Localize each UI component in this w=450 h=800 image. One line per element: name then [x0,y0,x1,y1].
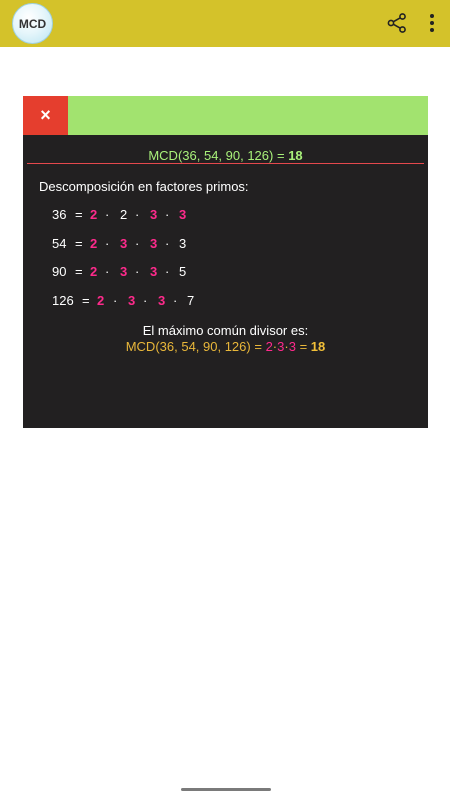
row-factor: 3 [120,264,128,279]
row-equals: = [75,264,83,279]
row-dot: · [135,207,140,222]
row-dot: · [165,236,170,251]
app-bar [0,0,450,47]
row-factor: 3 [120,236,128,251]
result-factor: 3 [288,339,296,354]
more-vert-icon[interactable] [422,12,442,34]
row-dot: · [105,236,110,251]
row-factor: 3 [128,293,136,308]
home-indicator[interactable] [181,788,271,791]
result-dot: · [284,339,289,354]
row-factor: 3 [150,207,158,222]
row-factor: 3 [179,207,187,222]
row-dot: · [105,264,110,279]
result-panel [23,96,428,428]
factor-row [52,207,252,225]
title-result: 18 [288,148,303,163]
factor-row [52,264,252,282]
row-factor: 2 [120,207,128,222]
row-number: 36 [52,207,67,222]
title-prefix: MCD(36, 54, 90, 126) = [148,148,285,163]
row-number: 54 [52,236,67,251]
factor-row [52,293,252,311]
row-factor: 3 [158,293,166,308]
row-factor: 2 [90,207,98,222]
result-line [23,339,428,354]
panel-header [23,96,428,135]
share-icon[interactable] [386,12,408,34]
row-dot: · [105,207,110,222]
row-equals: = [75,236,83,251]
row-dot: · [165,264,170,279]
close-button[interactable]: × [23,96,68,135]
result-value: 18 [310,339,326,354]
panel-title [23,148,428,163]
row-factor: 5 [179,264,187,279]
row-number: 90 [52,264,67,279]
decomposition-label: Descomposición en factores primos: [39,179,249,194]
row-dot: · [143,293,148,308]
row-factor: 3 [150,264,158,279]
app-logo[interactable]: MCD [12,3,53,44]
result-prefix: MCD(36, 54, 90, 126) = [125,339,262,354]
result-dot: · [272,339,278,354]
row-factor: 2 [97,293,105,308]
row-dot: · [135,236,140,251]
row-dot: · [173,293,178,308]
result-factor: 2 [265,339,273,354]
row-dot: · [135,264,140,279]
conclusion-text: El máximo común divisor es: [142,323,309,338]
row-factor: 2 [90,236,98,251]
result-factor: 3 [277,339,285,354]
row-factor: 2 [90,264,98,279]
row-factor: 3 [179,236,187,251]
row-number: 126 [52,293,74,308]
row-factor: 3 [150,236,158,251]
row-dot: · [113,293,118,308]
result-equals: = [299,339,308,354]
row-equals: = [75,207,83,222]
row-factor: 7 [187,293,195,308]
row-equals: = [82,293,90,308]
row-dot: · [165,207,170,222]
divider [27,163,424,164]
factor-row [52,236,252,254]
